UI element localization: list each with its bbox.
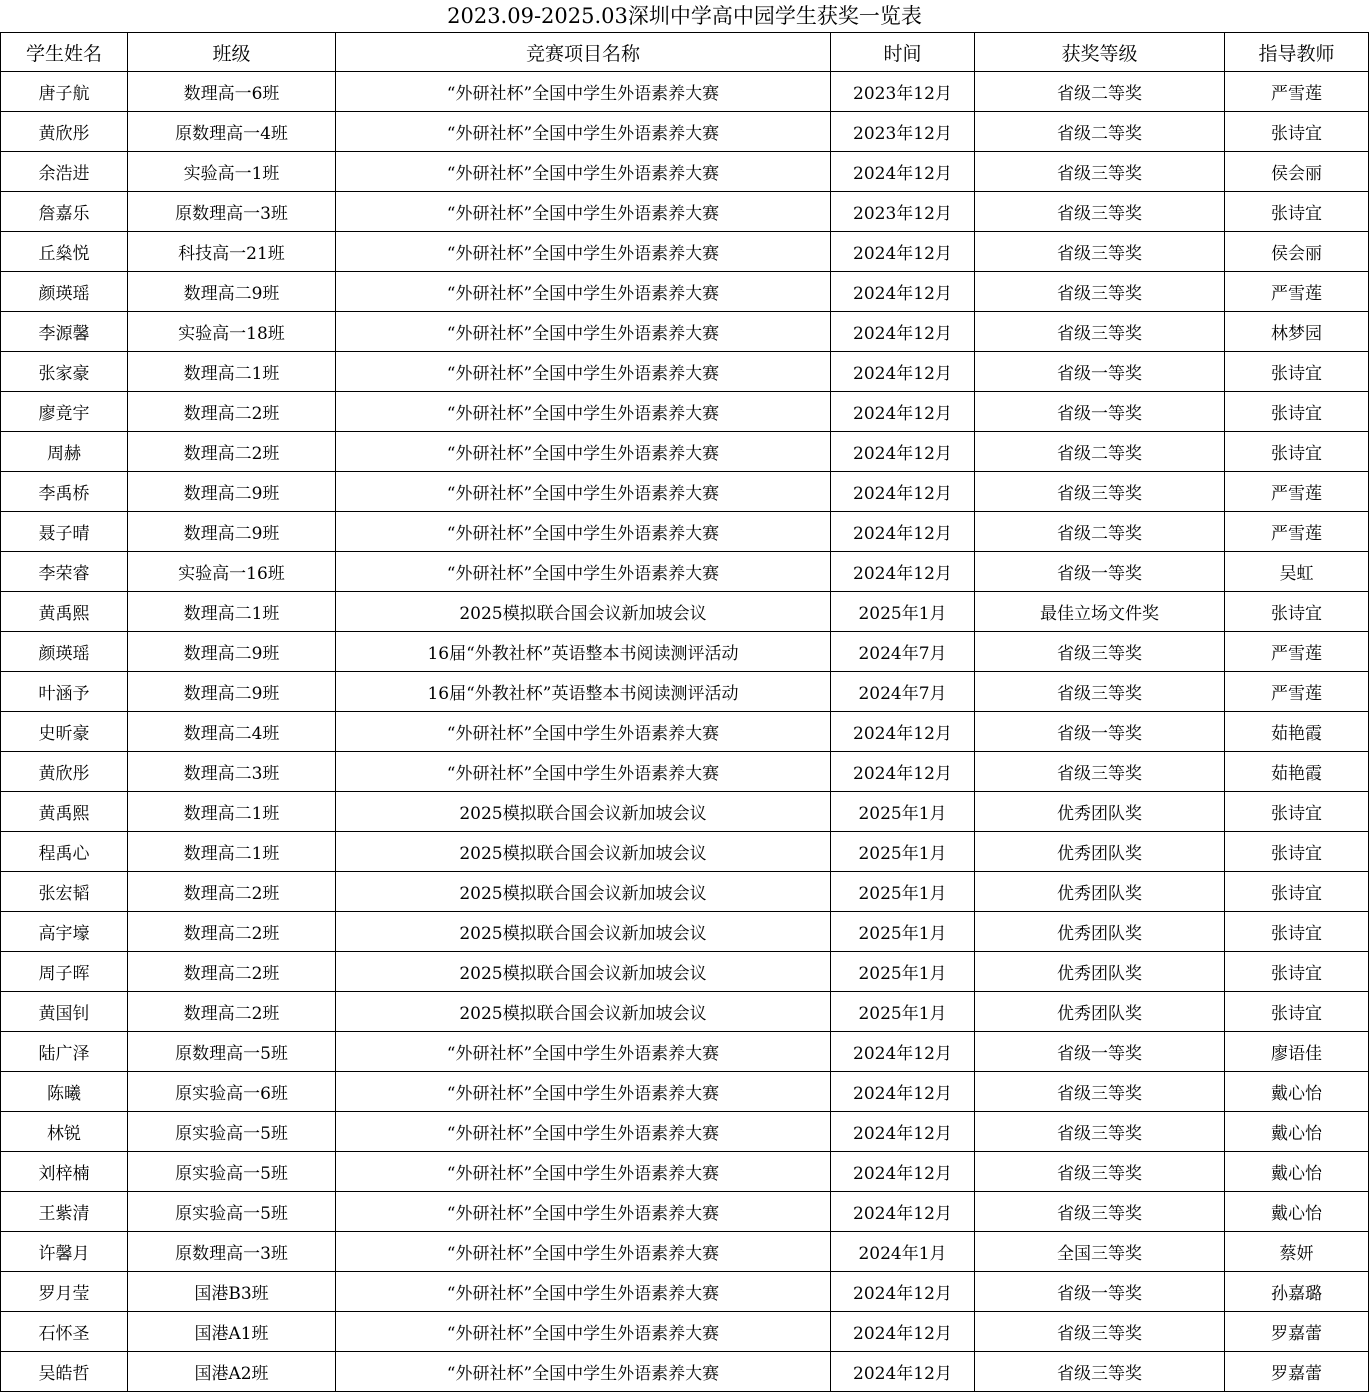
cell-time: 2024年12月	[831, 232, 975, 272]
cell-advisor: 廖语佳	[1225, 1032, 1369, 1072]
cell-class: 数理高二2班	[128, 872, 336, 912]
cell-class: 原实验高一5班	[128, 1112, 336, 1152]
cell-advisor: 严雪莲	[1225, 472, 1369, 512]
cell-award-level: 最佳立场文件奖	[975, 592, 1225, 632]
cell-advisor: 戴心怡	[1225, 1192, 1369, 1232]
cell-time: 2024年12月	[831, 1112, 975, 1152]
cell-advisor: 严雪莲	[1225, 632, 1369, 672]
cell-award-level: 省级三等奖	[975, 472, 1225, 512]
cell-time: 2024年7月	[831, 672, 975, 712]
cell-student-name: 刘梓楠	[1, 1152, 128, 1192]
cell-time: 2024年12月	[831, 312, 975, 352]
cell-class: 数理高二1班	[128, 792, 336, 832]
cell-advisor: 张诗宜	[1225, 992, 1369, 1032]
cell-award-level: 省级一等奖	[975, 1032, 1225, 1072]
table-row	[1, 512, 1369, 552]
cell-class: 数理高二2班	[128, 992, 336, 1032]
table-body	[1, 72, 1369, 1392]
cell-class: 原实验高一6班	[128, 1072, 336, 1112]
cell-time: 2024年7月	[831, 632, 975, 672]
cell-class: 原数理高一3班	[128, 1232, 336, 1272]
cell-class: 国港A1班	[128, 1312, 336, 1352]
cell-award-level: 省级三等奖	[975, 1152, 1225, 1192]
cell-class: 国港B3班	[128, 1272, 336, 1312]
cell-class: 原实验高一5班	[128, 1192, 336, 1232]
table-row	[1, 352, 1369, 392]
cell-student-name: 廖竟宇	[1, 392, 128, 432]
cell-student-name: 黄禹熙	[1, 792, 128, 832]
cell-advisor: 吴虹	[1225, 552, 1369, 592]
cell-class: 原数理高一5班	[128, 1032, 336, 1072]
cell-class: 数理高一6班	[128, 72, 336, 112]
cell-competition: 2025模拟联合国会议新加坡会议	[336, 992, 831, 1032]
cell-competition: 2025模拟联合国会议新加坡会议	[336, 912, 831, 952]
header-award-level: 获奖等级	[975, 33, 1225, 72]
cell-competition: “外研社杯”全国中学生外语素养大赛	[336, 192, 831, 232]
cell-competition: 2025模拟联合国会议新加坡会议	[336, 592, 831, 632]
cell-time: 2023年12月	[831, 112, 975, 152]
cell-student-name: 黄国钊	[1, 992, 128, 1032]
cell-advisor: 张诗宜	[1225, 392, 1369, 432]
cell-class: 原实验高一5班	[128, 1152, 336, 1192]
cell-competition: 16届“外教社杯”英语整本书阅读测评活动	[336, 632, 831, 672]
cell-award-level: 优秀团队奖	[975, 952, 1225, 992]
cell-time: 2024年12月	[831, 1152, 975, 1192]
header-time: 时间	[831, 33, 975, 72]
cell-competition: “外研社杯”全国中学生外语素养大赛	[336, 72, 831, 112]
table-row	[1, 432, 1369, 472]
cell-award-level: 优秀团队奖	[975, 912, 1225, 952]
cell-competition: “外研社杯”全国中学生外语素养大赛	[336, 1272, 831, 1312]
cell-advisor: 戴心怡	[1225, 1152, 1369, 1192]
cell-class: 实验高一18班	[128, 312, 336, 352]
cell-award-level: 省级三等奖	[975, 1312, 1225, 1352]
header-row	[1, 33, 1369, 72]
cell-student-name: 林锐	[1, 1112, 128, 1152]
cell-class: 数理高二2班	[128, 952, 336, 992]
table-row	[1, 912, 1369, 952]
cell-time: 2024年12月	[831, 1352, 975, 1392]
table-row	[1, 312, 1369, 352]
cell-award-level: 优秀团队奖	[975, 872, 1225, 912]
table-row	[1, 112, 1369, 152]
cell-advisor: 戴心怡	[1225, 1112, 1369, 1152]
cell-competition: “外研社杯”全国中学生外语素养大赛	[336, 352, 831, 392]
cell-class: 数理高二2班	[128, 912, 336, 952]
cell-award-level: 省级一等奖	[975, 392, 1225, 432]
cell-time: 2023年12月	[831, 192, 975, 232]
cell-student-name: 周子晖	[1, 952, 128, 992]
cell-competition: “外研社杯”全国中学生外语素养大赛	[336, 512, 831, 552]
cell-competition: “外研社杯”全国中学生外语素养大赛	[336, 1352, 831, 1392]
table-row	[1, 192, 1369, 232]
cell-student-name: 余浩进	[1, 152, 128, 192]
cell-class: 数理高二1班	[128, 832, 336, 872]
cell-class: 数理高二9班	[128, 632, 336, 672]
cell-student-name: 李禹桥	[1, 472, 128, 512]
cell-student-name: 詹嘉乐	[1, 192, 128, 232]
cell-class: 数理高二9班	[128, 672, 336, 712]
header-advisor: 指导教师	[1225, 33, 1369, 72]
cell-time: 2024年12月	[831, 1032, 975, 1072]
cell-time: 2025年1月	[831, 952, 975, 992]
table-row	[1, 672, 1369, 712]
cell-advisor: 戴心怡	[1225, 1072, 1369, 1112]
cell-time: 2025年1月	[831, 992, 975, 1032]
cell-award-level: 省级一等奖	[975, 712, 1225, 752]
cell-advisor: 严雪莲	[1225, 512, 1369, 552]
cell-advisor: 严雪莲	[1225, 672, 1369, 712]
table-row	[1, 1312, 1369, 1352]
cell-competition: “外研社杯”全国中学生外语素养大赛	[336, 232, 831, 272]
cell-student-name: 周赫	[1, 432, 128, 472]
table-row	[1, 1152, 1369, 1192]
cell-advisor: 张诗宜	[1225, 952, 1369, 992]
cell-advisor: 张诗宜	[1225, 352, 1369, 392]
cell-time: 2024年12月	[831, 352, 975, 392]
cell-competition: “外研社杯”全国中学生外语素养大赛	[336, 1232, 831, 1272]
table-row	[1, 992, 1369, 1032]
cell-time: 2024年12月	[831, 712, 975, 752]
cell-competition: “外研社杯”全国中学生外语素养大赛	[336, 272, 831, 312]
cell-competition: 2025模拟联合国会议新加坡会议	[336, 832, 831, 872]
cell-competition: “外研社杯”全国中学生外语素养大赛	[336, 312, 831, 352]
cell-award-level: 省级一等奖	[975, 1272, 1225, 1312]
table-row	[1, 1352, 1369, 1392]
cell-time: 2024年1月	[831, 1232, 975, 1272]
cell-advisor: 张诗宜	[1225, 792, 1369, 832]
cell-time: 2024年12月	[831, 1072, 975, 1112]
cell-advisor: 蔡妍	[1225, 1232, 1369, 1272]
table-row	[1, 1112, 1369, 1152]
cell-advisor: 罗嘉蕾	[1225, 1352, 1369, 1392]
cell-award-level: 省级一等奖	[975, 552, 1225, 592]
cell-competition: “外研社杯”全国中学生外语素养大赛	[336, 712, 831, 752]
table-row	[1, 592, 1369, 632]
cell-award-level: 省级二等奖	[975, 432, 1225, 472]
table-row	[1, 232, 1369, 272]
cell-time: 2025年1月	[831, 912, 975, 952]
cell-student-name: 丘燊悦	[1, 232, 128, 272]
cell-competition: 2025模拟联合国会议新加坡会议	[336, 952, 831, 992]
table-row	[1, 792, 1369, 832]
table-row	[1, 1192, 1369, 1232]
cell-student-name: 聂子晴	[1, 512, 128, 552]
table-row	[1, 72, 1369, 112]
cell-time: 2024年12月	[831, 272, 975, 312]
cell-class: 原数理高一3班	[128, 192, 336, 232]
header-student-name: 学生姓名	[1, 33, 128, 72]
cell-competition: “外研社杯”全国中学生外语素养大赛	[336, 1312, 831, 1352]
cell-student-name: 高宇壕	[1, 912, 128, 952]
cell-time: 2024年12月	[831, 392, 975, 432]
cell-student-name: 陆广泽	[1, 1032, 128, 1072]
cell-student-name: 史昕豪	[1, 712, 128, 752]
cell-award-level: 省级三等奖	[975, 672, 1225, 712]
cell-time: 2025年1月	[831, 592, 975, 632]
cell-competition: “外研社杯”全国中学生外语素养大赛	[336, 1032, 831, 1072]
cell-class: 数理高二9班	[128, 472, 336, 512]
cell-time: 2024年12月	[831, 1192, 975, 1232]
cell-competition: “外研社杯”全国中学生外语素养大赛	[336, 752, 831, 792]
cell-competition: “外研社杯”全国中学生外语素养大赛	[336, 152, 831, 192]
cell-advisor: 茹艳霞	[1225, 712, 1369, 752]
cell-competition: “外研社杯”全国中学生外语素养大赛	[336, 432, 831, 472]
cell-award-level: 优秀团队奖	[975, 792, 1225, 832]
cell-competition: “外研社杯”全国中学生外语素养大赛	[336, 1112, 831, 1152]
cell-award-level: 省级三等奖	[975, 632, 1225, 672]
cell-class: 实验高一1班	[128, 152, 336, 192]
table-row	[1, 832, 1369, 872]
cell-competition: 2025模拟联合国会议新加坡会议	[336, 792, 831, 832]
cell-award-level: 省级三等奖	[975, 272, 1225, 312]
table-row	[1, 952, 1369, 992]
table-row	[1, 1232, 1369, 1272]
cell-class: 数理高二9班	[128, 512, 336, 552]
cell-advisor: 林梦园	[1225, 312, 1369, 352]
table-row	[1, 1032, 1369, 1072]
cell-class: 数理高二9班	[128, 272, 336, 312]
cell-student-name: 黄欣彤	[1, 752, 128, 792]
cell-class: 数理高二1班	[128, 352, 336, 392]
cell-time: 2024年12月	[831, 152, 975, 192]
table-row	[1, 712, 1369, 752]
cell-student-name: 李荣睿	[1, 552, 128, 592]
table-row	[1, 1072, 1369, 1112]
cell-advisor: 张诗宜	[1225, 432, 1369, 472]
table-row	[1, 1272, 1369, 1312]
table-row	[1, 552, 1369, 592]
cell-advisor: 严雪莲	[1225, 272, 1369, 312]
cell-award-level: 省级二等奖	[975, 512, 1225, 552]
cell-competition: “外研社杯”全国中学生外语素养大赛	[336, 1072, 831, 1112]
cell-student-name: 颜瑛瑶	[1, 272, 128, 312]
cell-award-level: 省级三等奖	[975, 752, 1225, 792]
cell-class: 实验高一16班	[128, 552, 336, 592]
cell-advisor: 张诗宜	[1225, 872, 1369, 912]
cell-competition: “外研社杯”全国中学生外语素养大赛	[336, 1192, 831, 1232]
cell-award-level: 省级三等奖	[975, 192, 1225, 232]
cell-student-name: 吴皓哲	[1, 1352, 128, 1392]
table-row	[1, 272, 1369, 312]
header-competition: 竞赛项目名称	[336, 33, 831, 72]
cell-student-name: 许馨月	[1, 1232, 128, 1272]
cell-time: 2025年1月	[831, 872, 975, 912]
cell-student-name: 陈曦	[1, 1072, 128, 1112]
cell-competition: 2025模拟联合国会议新加坡会议	[336, 872, 831, 912]
cell-student-name: 张家豪	[1, 352, 128, 392]
cell-award-level: 省级三等奖	[975, 1192, 1225, 1232]
cell-award-level: 省级三等奖	[975, 232, 1225, 272]
cell-competition: “外研社杯”全国中学生外语素养大赛	[336, 392, 831, 432]
cell-award-level: 优秀团队奖	[975, 832, 1225, 872]
cell-advisor: 张诗宜	[1225, 192, 1369, 232]
table-row	[1, 392, 1369, 432]
cell-class: 科技高一21班	[128, 232, 336, 272]
cell-advisor: 张诗宜	[1225, 832, 1369, 872]
cell-advisor: 张诗宜	[1225, 592, 1369, 632]
cell-class: 数理高二1班	[128, 592, 336, 632]
cell-competition: “外研社杯”全国中学生外语素养大赛	[336, 1152, 831, 1192]
cell-advisor: 侯会丽	[1225, 232, 1369, 272]
cell-time: 2024年12月	[831, 752, 975, 792]
header-class: 班级	[128, 33, 336, 72]
cell-competition: “外研社杯”全国中学生外语素养大赛	[336, 552, 831, 592]
cell-student-name: 李源馨	[1, 312, 128, 352]
cell-class: 数理高二4班	[128, 712, 336, 752]
cell-advisor: 罗嘉蕾	[1225, 1312, 1369, 1352]
cell-advisor: 茹艳霞	[1225, 752, 1369, 792]
cell-award-level: 省级三等奖	[975, 1112, 1225, 1152]
cell-time: 2023年12月	[831, 72, 975, 112]
cell-award-level: 优秀团队奖	[975, 992, 1225, 1032]
cell-time: 2024年12月	[831, 1272, 975, 1312]
cell-class: 国港A2班	[128, 1352, 336, 1392]
table-row	[1, 752, 1369, 792]
cell-award-level: 全国三等奖	[975, 1232, 1225, 1272]
cell-student-name: 叶涵予	[1, 672, 128, 712]
cell-student-name: 石怀圣	[1, 1312, 128, 1352]
cell-advisor: 侯会丽	[1225, 152, 1369, 192]
cell-award-level: 省级二等奖	[975, 72, 1225, 112]
cell-award-level: 省级三等奖	[975, 312, 1225, 352]
cell-time: 2024年12月	[831, 552, 975, 592]
cell-student-name: 王紫清	[1, 1192, 128, 1232]
cell-time: 2025年1月	[831, 832, 975, 872]
cell-competition: 16届“外教社杯”英语整本书阅读测评活动	[336, 672, 831, 712]
cell-class: 数理高二2班	[128, 392, 336, 432]
cell-advisor: 孙嘉璐	[1225, 1272, 1369, 1312]
cell-student-name: 唐子航	[1, 72, 128, 112]
cell-class: 数理高二2班	[128, 432, 336, 472]
table-row	[1, 632, 1369, 672]
cell-student-name: 黄欣彤	[1, 112, 128, 152]
cell-award-level: 省级二等奖	[975, 112, 1225, 152]
cell-class: 数理高二3班	[128, 752, 336, 792]
cell-time: 2024年12月	[831, 1312, 975, 1352]
cell-student-name: 黄禹熙	[1, 592, 128, 632]
cell-competition: “外研社杯”全国中学生外语素养大赛	[336, 112, 831, 152]
cell-time: 2024年12月	[831, 512, 975, 552]
cell-award-level: 省级三等奖	[975, 1072, 1225, 1112]
table-row	[1, 472, 1369, 512]
cell-time: 2024年12月	[831, 472, 975, 512]
cell-award-level: 省级三等奖	[975, 152, 1225, 192]
cell-competition: “外研社杯”全国中学生外语素养大赛	[336, 472, 831, 512]
table-row	[1, 152, 1369, 192]
cell-student-name: 颜瑛瑶	[1, 632, 128, 672]
cell-award-level: 省级三等奖	[975, 1352, 1225, 1392]
table-row	[1, 872, 1369, 912]
cell-time: 2025年1月	[831, 792, 975, 832]
cell-student-name: 张宏韬	[1, 872, 128, 912]
cell-advisor: 张诗宜	[1225, 912, 1369, 952]
cell-advisor: 张诗宜	[1225, 112, 1369, 152]
cell-advisor: 严雪莲	[1225, 72, 1369, 112]
awards-table	[0, 32, 1369, 1392]
cell-class: 原数理高一4班	[128, 112, 336, 152]
cell-award-level: 省级一等奖	[975, 352, 1225, 392]
document-title: 2023.09-2025.03深圳中学高中园学生获奖一览表	[447, 4, 922, 28]
cell-student-name: 罗月莹	[1, 1272, 128, 1312]
cell-time: 2024年12月	[831, 432, 975, 472]
cell-student-name: 程禹心	[1, 832, 128, 872]
